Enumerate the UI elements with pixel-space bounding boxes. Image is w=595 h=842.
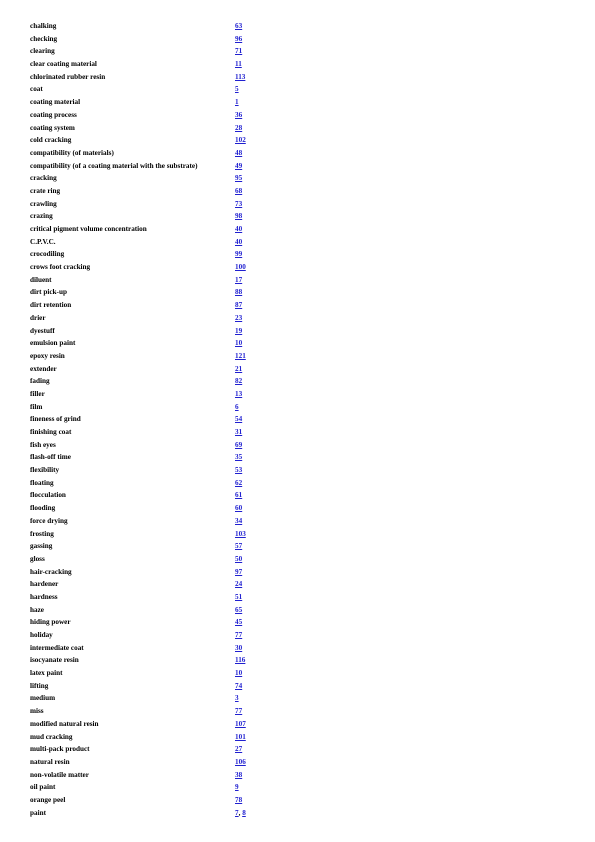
index-entry <box>30 109 570 122</box>
index-term: dirt pick-up <box>30 288 67 297</box>
index-entry <box>30 705 570 718</box>
index-term: latex paint <box>30 669 63 678</box>
page-references <box>235 71 245 84</box>
index-entry <box>30 401 570 414</box>
index-term: isocyanate resin <box>30 656 79 665</box>
page-references <box>235 477 242 490</box>
index-term: filler <box>30 389 45 398</box>
page-link[interactable]: 24 <box>235 580 243 589</box>
page-references <box>235 654 245 667</box>
index-entry <box>30 781 570 794</box>
page-link[interactable]: 10 <box>235 339 243 348</box>
page-link[interactable]: 28 <box>235 123 243 132</box>
page-link[interactable]: 106 <box>235 757 246 766</box>
index-term: diluent <box>30 275 52 284</box>
page-link[interactable]: 97 <box>235 567 243 576</box>
page-references <box>235 743 242 756</box>
index-term: crazing <box>30 212 53 221</box>
page-references <box>235 185 242 198</box>
page-references <box>235 553 242 566</box>
page-link[interactable]: 107 <box>235 719 246 728</box>
index-entry <box>30 477 570 490</box>
index-entry <box>30 274 570 287</box>
index-entry <box>30 160 570 173</box>
page-link[interactable]: 48 <box>235 148 243 157</box>
page-references <box>235 426 242 439</box>
page-link[interactable]: 116 <box>235 656 246 665</box>
index-entry <box>30 223 570 236</box>
page-link[interactable]: 45 <box>235 618 243 627</box>
index-term: coat <box>30 85 43 94</box>
page-references <box>235 464 242 477</box>
index-term: hardness <box>30 592 58 601</box>
page-link[interactable]: 57 <box>235 542 243 551</box>
index-entry <box>30 502 570 515</box>
index-entry <box>30 96 570 109</box>
page-link[interactable]: 77 <box>235 707 243 716</box>
index-entry <box>30 464 570 477</box>
page-references <box>235 439 242 452</box>
page-link[interactable]: 63 <box>235 22 243 30</box>
page-references <box>235 502 242 515</box>
page-link[interactable]: 74 <box>235 681 243 690</box>
index-term: compatibility (of materials) <box>30 148 114 157</box>
page-references <box>235 363 242 376</box>
index-term: miss <box>30 707 44 716</box>
page-link[interactable]: 61 <box>235 491 243 500</box>
page-references <box>235 591 242 604</box>
page-link[interactable]: 65 <box>235 605 243 614</box>
index-entry <box>30 718 570 731</box>
page-link[interactable]: 95 <box>235 174 243 183</box>
index-term: coating material <box>30 98 81 107</box>
page-link[interactable]: 113 <box>235 72 246 81</box>
index-term: intermediate coat <box>30 643 84 652</box>
page-references <box>235 147 242 160</box>
index-term: hiding power <box>30 618 71 627</box>
index-term: dirt retention <box>30 301 72 310</box>
page-references <box>235 350 246 363</box>
page-link[interactable]: 69 <box>235 440 243 449</box>
page-link[interactable]: 5 <box>235 85 239 94</box>
index-entry <box>30 350 570 363</box>
index-term: critical pigment volume concentration <box>30 225 147 233</box>
index-term: C.P.V.C. <box>30 237 56 246</box>
index-term: clearing <box>30 47 55 56</box>
page-references <box>235 451 242 464</box>
page-references <box>235 731 246 744</box>
index-term: dyestuff <box>30 326 55 335</box>
page-link[interactable]: 7 <box>235 808 239 817</box>
page-link[interactable]: 1 <box>235 98 239 107</box>
index-term: clear coating material <box>30 60 97 69</box>
index-entry <box>30 236 570 249</box>
page-link[interactable]: 50 <box>235 554 243 563</box>
index-term: checking <box>30 34 58 43</box>
page-references <box>235 160 242 173</box>
index-term: non-volatile matter <box>30 770 89 779</box>
index-term: cold cracking <box>30 136 72 145</box>
page-link[interactable]: 19 <box>235 326 243 335</box>
index-term: coating system <box>30 123 75 132</box>
index-entry <box>30 122 570 135</box>
index-entry <box>30 147 570 160</box>
index-entry <box>30 261 570 274</box>
page-link[interactable]: 40 <box>235 237 243 246</box>
index-entry <box>30 325 570 338</box>
index-entry <box>30 71 570 84</box>
page-link[interactable]: 23 <box>235 313 243 322</box>
page-link[interactable]: 82 <box>235 377 243 386</box>
index-entry <box>30 388 570 401</box>
page-separator: , <box>238 808 243 817</box>
index-entry <box>30 489 570 502</box>
index-term: lifting <box>30 681 49 690</box>
index-entry <box>30 439 570 452</box>
index-term: flash-off time <box>30 453 71 462</box>
page-link[interactable]: 36 <box>235 110 243 119</box>
page-references <box>235 58 242 71</box>
index-entry <box>30 578 570 591</box>
index-entry <box>30 667 570 680</box>
page-references <box>235 198 242 211</box>
index-entry <box>30 731 570 744</box>
index-term: gloss <box>30 554 45 563</box>
page-link[interactable]: 60 <box>235 504 243 513</box>
page-link[interactable]: 27 <box>235 745 243 754</box>
page-references <box>235 794 242 807</box>
index-term: orange peel <box>30 795 66 804</box>
page-references <box>235 604 242 617</box>
page-link[interactable]: 34 <box>235 516 243 525</box>
index-term: hair-cracking <box>30 567 72 576</box>
page-references <box>235 692 239 705</box>
page-link[interactable]: 30 <box>235 643 243 652</box>
page-references <box>235 528 246 541</box>
index-entry <box>30 604 570 617</box>
index-entry <box>30 198 570 211</box>
index-entry <box>30 413 570 426</box>
index-entry <box>30 451 570 464</box>
index-entry <box>30 515 570 528</box>
page-link[interactable]: 87 <box>235 301 243 310</box>
page-references <box>235 629 242 642</box>
index-entry <box>30 426 570 439</box>
page-references <box>235 109 242 122</box>
index-term: floating <box>30 478 54 487</box>
index-entry <box>30 743 570 756</box>
page-references <box>235 33 242 46</box>
page-link[interactable]: 71 <box>235 47 243 56</box>
index-term: cracking <box>30 174 57 183</box>
index-entry <box>30 807 570 820</box>
index-term: film <box>30 402 43 411</box>
index-entry <box>30 312 570 325</box>
page-link[interactable]: 13 <box>235 389 243 398</box>
page-references <box>235 337 242 350</box>
index-term: crocodiling <box>30 250 65 259</box>
page-references <box>235 375 242 388</box>
index-term: paint <box>30 808 46 817</box>
page-link[interactable]: 78 <box>235 795 243 804</box>
page-link[interactable]: 103 <box>235 529 246 538</box>
index-entry <box>30 553 570 566</box>
index-entry <box>30 566 570 579</box>
page-references <box>235 312 242 325</box>
index-term: flocculation <box>30 491 66 500</box>
index-entry <box>30 248 570 261</box>
index-entry <box>30 794 570 807</box>
page-references <box>235 756 246 769</box>
page-references <box>235 83 239 96</box>
index-entry <box>30 616 570 629</box>
index-term: force drying <box>30 516 68 525</box>
index-term: hardener <box>30 580 59 589</box>
page-references <box>235 274 242 287</box>
page-references <box>235 122 242 135</box>
page-link[interactable]: 100 <box>235 263 246 272</box>
index-term: crows foot cracking <box>30 263 91 272</box>
index-term: fineness of grind <box>30 415 81 424</box>
page-link[interactable]: 17 <box>235 275 243 284</box>
page-references <box>235 515 242 528</box>
page-link[interactable]: 62 <box>235 478 243 487</box>
page-link[interactable]: 40 <box>235 225 243 233</box>
page-references <box>235 616 242 629</box>
index-term: flooding <box>30 504 56 513</box>
index-term: oil paint <box>30 783 56 792</box>
index-term: frosting <box>30 529 54 538</box>
page-link[interactable]: 49 <box>235 161 243 170</box>
page-references <box>235 680 242 693</box>
page-references <box>235 388 242 401</box>
index-entry <box>30 33 570 46</box>
page-references <box>235 261 246 274</box>
page-link[interactable]: 9 <box>235 783 239 792</box>
index-term: crate ring <box>30 186 61 195</box>
index-entry <box>30 45 570 58</box>
page-references <box>235 96 239 109</box>
page-link[interactable]: 21 <box>235 364 243 373</box>
page-references <box>235 210 242 223</box>
page-references <box>235 286 242 299</box>
index-entry <box>30 134 570 147</box>
index-entry <box>30 591 570 604</box>
page-references <box>235 401 239 414</box>
page-link[interactable]: 10 <box>235 669 243 678</box>
index-term: finishing coat <box>30 428 72 436</box>
index-term: emulsion paint <box>30 339 76 348</box>
index-entry <box>30 83 570 96</box>
page-references <box>235 566 242 579</box>
index-entry <box>30 299 570 312</box>
index-term: extender <box>30 364 57 373</box>
page-references <box>235 325 242 338</box>
index-entry <box>30 654 570 667</box>
page-link[interactable]: 8 <box>242 808 246 817</box>
page-references <box>235 781 239 794</box>
index-term: mud cracking <box>30 732 73 741</box>
index-entry <box>30 337 570 350</box>
page-link[interactable]: 53 <box>235 466 243 475</box>
page-link[interactable]: 38 <box>235 770 243 779</box>
index-term: modified natural resin <box>30 719 99 728</box>
index-entry <box>30 210 570 223</box>
index-entry <box>30 286 570 299</box>
page-references <box>235 578 242 591</box>
page-link[interactable]: 77 <box>235 631 243 639</box>
page-link[interactable]: 73 <box>235 199 243 208</box>
page-link[interactable]: 121 <box>235 351 246 360</box>
index-term: epoxy resin <box>30 351 65 360</box>
index-term: flexibility <box>30 466 60 475</box>
index-term: crawling <box>30 199 57 208</box>
page-link[interactable]: 96 <box>235 34 243 43</box>
index-entry <box>30 629 570 642</box>
index-term: holiday <box>30 631 53 639</box>
index-term: compatibility (of a coating material with the substrate) <box>30 161 198 170</box>
page-link[interactable]: 31 <box>235 428 243 436</box>
index-term: chalking <box>30 22 57 30</box>
page-references <box>235 769 242 782</box>
page-link[interactable]: 68 <box>235 186 243 195</box>
page-references <box>235 134 246 147</box>
page-references <box>235 20 242 33</box>
page-link[interactable]: 101 <box>235 732 246 741</box>
page-references <box>235 223 242 236</box>
page-link[interactable]: 88 <box>235 288 243 297</box>
index-entry <box>30 540 570 553</box>
index-entry <box>30 642 570 655</box>
page-link[interactable]: 102 <box>235 136 246 145</box>
index-term: fish eyes <box>30 440 56 449</box>
index-entry <box>30 172 570 185</box>
index-term: coating process <box>30 110 77 119</box>
page-link[interactable]: 3 <box>235 694 239 703</box>
index-entry <box>30 769 570 782</box>
page-references <box>235 807 246 820</box>
index-term: haze <box>30 605 44 614</box>
page-link[interactable]: 99 <box>235 250 243 259</box>
index-term: multi-pack product <box>30 745 90 754</box>
page-references <box>235 45 242 58</box>
page-link[interactable]: 98 <box>235 212 243 221</box>
index-term: fading <box>30 377 50 386</box>
page-link[interactable]: 6 <box>235 402 239 411</box>
page-link[interactable]: 54 <box>235 415 243 424</box>
page-references <box>235 540 242 553</box>
page-link[interactable]: 51 <box>235 592 243 601</box>
page-references <box>235 248 242 261</box>
page-references <box>235 172 242 185</box>
index-term: medium <box>30 694 56 703</box>
index-entry <box>30 528 570 541</box>
index-entry <box>30 680 570 693</box>
index-entry <box>30 185 570 198</box>
index-term: natural resin <box>30 757 70 766</box>
index-entry <box>30 58 570 71</box>
index-entry <box>30 756 570 769</box>
page-references <box>235 642 242 655</box>
page-link[interactable]: 35 <box>235 453 243 462</box>
index-term: drier <box>30 313 46 322</box>
page-references <box>235 667 242 680</box>
index-entry <box>30 375 570 388</box>
page-references <box>235 299 242 312</box>
page-references <box>235 489 242 502</box>
index-entry <box>30 363 570 376</box>
page-references <box>235 718 246 731</box>
index-entry <box>30 20 570 33</box>
page-link[interactable]: 11 <box>235 60 242 69</box>
page-references <box>235 236 242 249</box>
index-term: chlorinated rubber resin <box>30 72 106 81</box>
index-entry <box>30 692 570 705</box>
page-references <box>235 413 242 426</box>
index-term: gassing <box>30 542 53 551</box>
page-references <box>235 705 242 718</box>
index-list <box>30 20 570 819</box>
